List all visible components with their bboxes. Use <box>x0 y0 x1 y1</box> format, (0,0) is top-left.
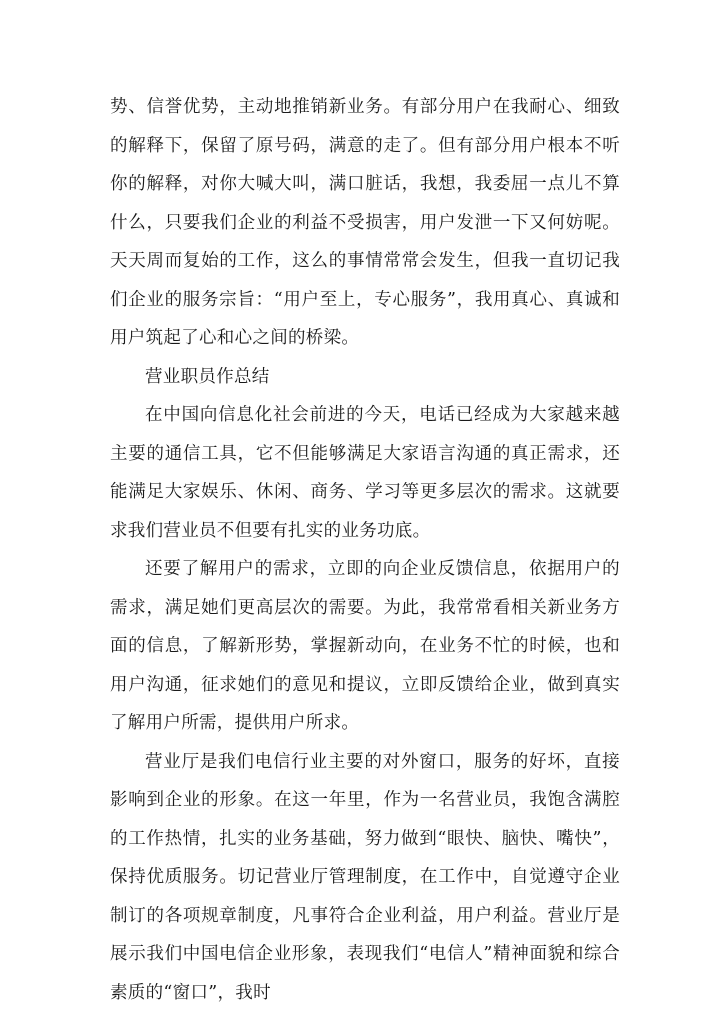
section-heading: 营业职员作总结 <box>145 366 270 387</box>
paragraph-1: 势、信誉优势，主动地推销新业务。有部分用户在我耐心、细致的解释下，保留了原号码，满意的走了。但有部分用户根本不听你的解释，对你大喊大叫，满口脏话，我想，我委屈一点儿不算什么，只要我们企业的利益不受损害，用户发泄一下又何妨呢。天天周而复始的工作，这么的事情常常会发生，但我一直切记我们企业的服务宗旨：“用户至上，专心服务”，我用真心、真诚和用户筑起了心和心之间的桥梁。 <box>110 97 620 348</box>
paragraph-3: 还要了解用户的需求，立即的向企业反馈信息，依据用户的需求，满足她们更高层次的需要。为此，我常常看相关新业务方面的信息，了解新形势，掌握新动向，在业务不忙的时候，也和用户沟通，征求她们的意见和提议，立即反馈给企业，做到真实了解用户所需，提供用户所求。 <box>110 559 620 733</box>
paragraph-2: 在中国向信息化社会前进的今天，电话已经成为大家越来越主要的通信工具，它不但能够满足大家语言沟通的真正需求，还能满足大家娱乐、休闲、商务、学习等更多层次的需求。这就要求我们营业员不但要有扎实的业务功底。 <box>110 405 620 541</box>
paragraph-4: 营业厅是我们电信行业主要的对外窗口，服务的好坏，直接影响到企业的形象。在这一年里，作为一名营业员，我饱含满腔的工作热情，扎实的业务基础，努力做到“眼快、脑快、嘴快”，保持优质服务。切记营业厅管理制度，在工作中，自觉遵守企业制订的各项规章制度，凡事符合企业利益，用户利益。营业厅是展示我们中国电信企业形象，表现我们“电信人”精神面貌和综合素质的“窗口”，我时 <box>110 751 620 1003</box>
